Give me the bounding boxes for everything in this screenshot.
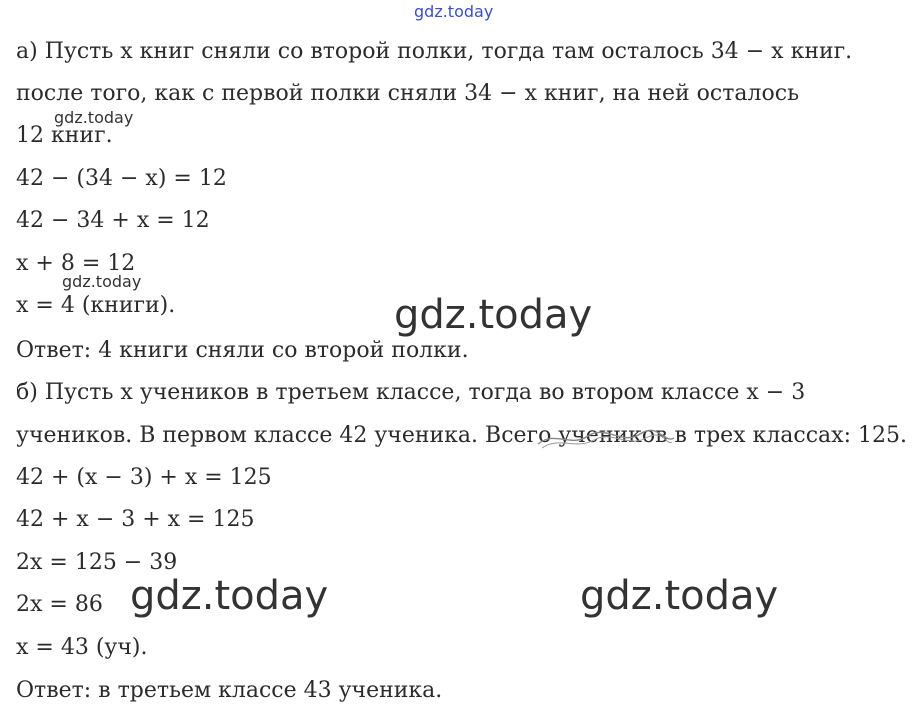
equation-line-6: 42 + x − 3 + x = 125 (16, 507, 255, 532)
equation-line-1: 42 − (34 − x) = 12 (16, 166, 227, 191)
text-line-5: учеников. В первом классе 42 ученика. Всего учеников в трех классах: 125. (16, 423, 907, 448)
text-line-1: а) Пусть x книг сняли со второй полки, тогда там осталось 34 − x книг. (16, 39, 853, 64)
watermark-big-3: gdz.today (580, 573, 779, 619)
text-line-3: 12 книг. (16, 123, 113, 148)
text-line-2: после того, как с первой полки сняли 34 − x книг, на ней осталось (16, 81, 800, 106)
watermark-big-2: gdz.today (130, 573, 329, 619)
equation-line-5: 42 + (x − 3) + x = 125 (16, 465, 272, 490)
text-line-4: б) Пусть x учеников в третьем классе, тогда во втором классе x − 3 (16, 380, 806, 405)
watermark-small-2: gdz.today (62, 272, 142, 291)
equation-line-7: 2x = 125 − 39 (16, 550, 178, 575)
equation-line-3: x + 8 = 12 (16, 251, 136, 276)
equation-line-2: 42 − 34 + x = 12 (16, 208, 210, 233)
equation-line-4: x = 4 (книги). (16, 293, 176, 318)
watermark-top: gdz.today (414, 2, 494, 21)
watermark-small-1: gdz.today (54, 108, 134, 127)
equation-line-8: 2x = 86 (16, 592, 103, 617)
answer-a: Ответ: 4 книги сняли со второй полки. (16, 338, 469, 363)
equation-line-9: x = 43 (уч). (16, 635, 148, 660)
answer-b: Ответ: в третьем классе 43 ученика. (16, 678, 443, 703)
watermark-scribble-graphic (536, 426, 676, 450)
watermark-big-1: gdz.today (394, 292, 593, 338)
